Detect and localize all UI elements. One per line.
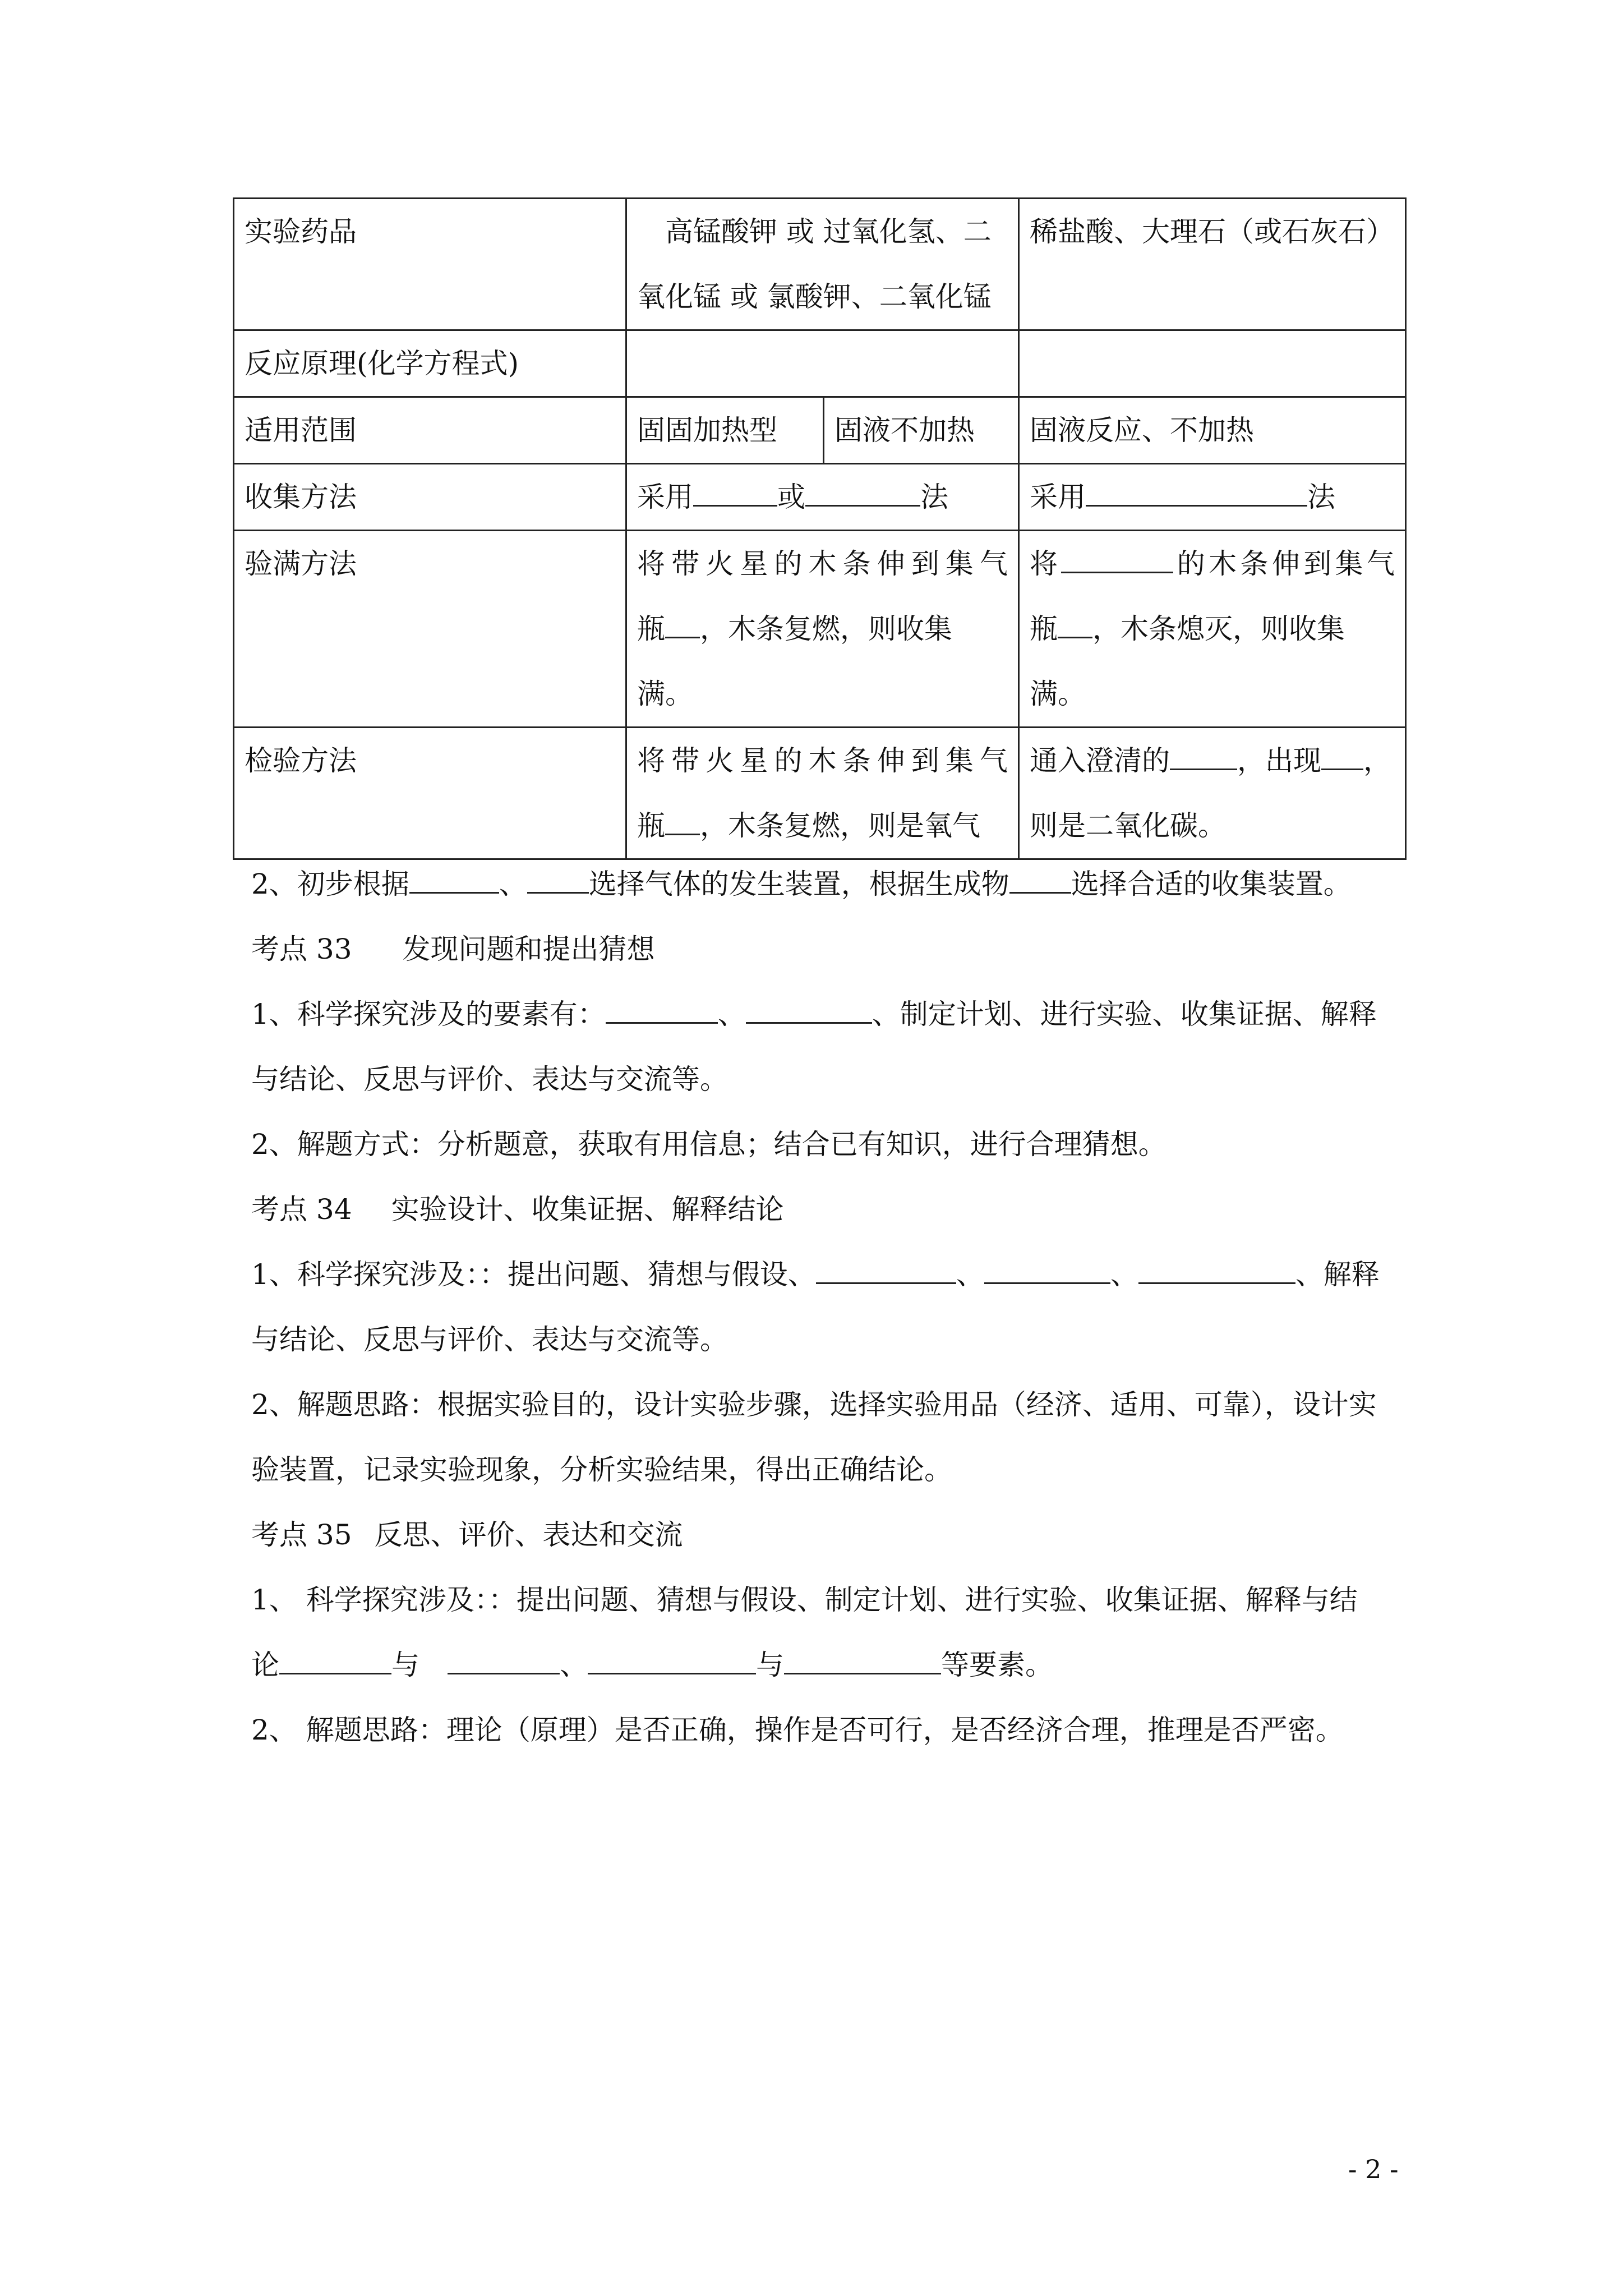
blank bbox=[1086, 471, 1307, 507]
blank bbox=[588, 1639, 756, 1674]
oxygen-collection: 采用 或 法 bbox=[626, 464, 1019, 531]
blank bbox=[1009, 858, 1071, 894]
table-row-collection bbox=[234, 464, 1406, 531]
page-number: - 2 - bbox=[1348, 2154, 1399, 2184]
co2-full-check: 将 的木条伸到集气 瓶 ，木条熄灭，则收集满。 bbox=[1019, 531, 1406, 728]
blank bbox=[984, 1249, 1110, 1284]
blank bbox=[279, 1639, 391, 1674]
blank bbox=[1170, 735, 1237, 770]
co2-collection: 采用 法 bbox=[1019, 464, 1406, 531]
section-35-item-2: 2、 解题思路：理论（原理）是否正确，操作是否可行，是否经济合理，推理是否严密。 bbox=[251, 1714, 1344, 1746]
section-33-heading: 考点 33 发现问题和提出猜想 bbox=[251, 933, 655, 965]
blank bbox=[606, 988, 718, 1024]
blank bbox=[665, 800, 700, 835]
oxygen-full-check: 将带火星的木条伸到集气 瓶 ，木条复燃，则收集满。 bbox=[626, 531, 1019, 728]
blank bbox=[1058, 603, 1092, 638]
table-row-reagents bbox=[234, 199, 1406, 330]
oxygen-reagents: 高锰酸钾 或 过氧化氢、二氧化锰 或 氯酸钾、二氧化锰 bbox=[626, 199, 1019, 330]
blank bbox=[1321, 735, 1363, 770]
blank bbox=[527, 858, 589, 894]
section-35-heading: 考点 35 反思、评价、表达和交流 bbox=[251, 1519, 683, 1551]
section-34-item-2: 2、解题思路：根据实验目的，设计实验步骤，选择实验用品（经济、适用、可靠），设计实 验装置，记录实验现象，分析实验结果，得出正确结论。 bbox=[251, 1388, 1377, 1486]
table-row-full-check bbox=[234, 531, 1406, 728]
table-row-test bbox=[234, 728, 1406, 859]
blank bbox=[665, 603, 700, 638]
section-34-heading: 考点 34 实验设计、收集证据、解释结论 bbox=[251, 1193, 784, 1226]
row-label-collection: 收集方法 bbox=[234, 464, 626, 531]
co2-test: 通入澄清的 ，出现 ， 则是二氧化碳。 bbox=[1019, 728, 1406, 859]
co2-scope: 固液反应、不加热 bbox=[1019, 397, 1406, 464]
row-label-reaction: 反应原理(化学方程式) bbox=[234, 330, 626, 397]
blank bbox=[1061, 538, 1173, 573]
blank bbox=[693, 471, 777, 507]
co2-equation bbox=[1019, 330, 1406, 397]
section-33-item-2: 2、解题方式：分析题意，获取有用信息；结合已有知识，进行合理猜想。 bbox=[251, 1128, 1166, 1161]
gas-preparation-table bbox=[233, 197, 1407, 860]
row-label-reagents: 实验药品 bbox=[234, 199, 626, 330]
co2-reagents: 稀盐酸、大理石（或石灰石） bbox=[1019, 199, 1406, 330]
table-row-reaction bbox=[234, 330, 1406, 397]
blank bbox=[448, 1639, 560, 1674]
paragraph-device-selection: 2、初步根据 、 选择气体的发生装置，根据生成物 选择合适的收集装置。 bbox=[251, 852, 1401, 917]
blank bbox=[805, 471, 920, 507]
blank bbox=[1138, 1249, 1295, 1284]
oxygen-scope-heating: 固固加热型 bbox=[626, 397, 824, 464]
oxygen-test: 将带火星的木条伸到集气 瓶 ，木条复燃，则是氧气 bbox=[626, 728, 1019, 859]
table-row-scope bbox=[234, 397, 1406, 464]
row-label-full-check: 验满方法 bbox=[234, 531, 626, 728]
oxygen-scope-no-heating: 固液不加热 bbox=[824, 397, 1019, 464]
row-label-test: 检验方法 bbox=[234, 728, 626, 859]
section-34-item-1: 1、科学探究涉及：：提出问题、猜想与假设、 、 、 、解释 与结论、反思与评价、表达与交流等。 bbox=[251, 1242, 1401, 1372]
oxygen-equation bbox=[626, 330, 1019, 397]
blank bbox=[746, 988, 872, 1024]
blank bbox=[784, 1639, 941, 1674]
blank bbox=[409, 858, 499, 894]
blank bbox=[816, 1249, 956, 1284]
row-label-scope: 适用范围 bbox=[234, 397, 626, 464]
section-33-item-1: 1、科学探究涉及的要素有： 、 、制定计划、进行实验、收集证据、解释 与结论、反思与评价、表达与交流等。 bbox=[251, 982, 1401, 1112]
section-35-item-1: 1、 科学探究涉及：：提出问题、猜想与假设、制定计划、进行实验、收集证据、解释与结 论 与 、 与 等要素。 bbox=[251, 1584, 1358, 1681]
